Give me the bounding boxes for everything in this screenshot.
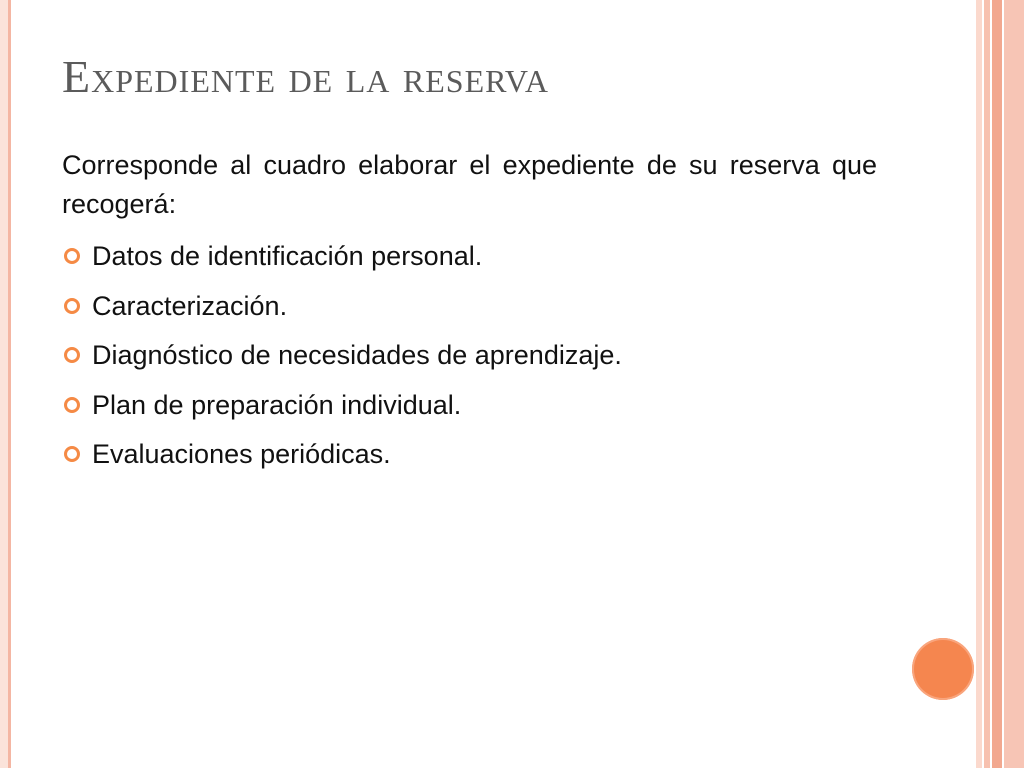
bullet-text: Caracterización. (92, 290, 288, 321)
right-decorative-stripe-3 (992, 0, 1002, 768)
hollow-circle-bullet-icon (64, 446, 80, 462)
bullet-item (62, 432, 622, 482)
bullet-text: Datos de identificación personal. (92, 241, 483, 271)
hollow-circle-bullet-icon (64, 397, 80, 413)
left-decorative-stripe (0, 0, 8, 768)
bullet-text: Plan de preparación individual. (92, 389, 462, 420)
intro-paragraph: Corresponde al cuadro elaborar el expediente de su reserva que recogerá: (62, 150, 877, 219)
bullet-item (62, 284, 622, 334)
hollow-circle-bullet-icon (64, 298, 80, 314)
bullet-item (62, 234, 622, 284)
hollow-circle-bullet-icon (64, 347, 80, 363)
bullet-list (62, 234, 622, 482)
bullet-text: Evaluaciones periódicas. (92, 439, 391, 469)
bullet-item (62, 383, 622, 433)
bullet-item (62, 333, 622, 383)
bullet-text: Diagnóstico de necesidades de aprendizaje. (92, 340, 622, 370)
hollow-circle-bullet-icon (64, 248, 80, 264)
slide-title: Expediente de la reserva (62, 51, 549, 102)
left-decorative-stripe-accent (8, 0, 11, 768)
right-decorative-stripe-4 (1004, 0, 1024, 768)
decorative-orange-circle (912, 638, 974, 700)
